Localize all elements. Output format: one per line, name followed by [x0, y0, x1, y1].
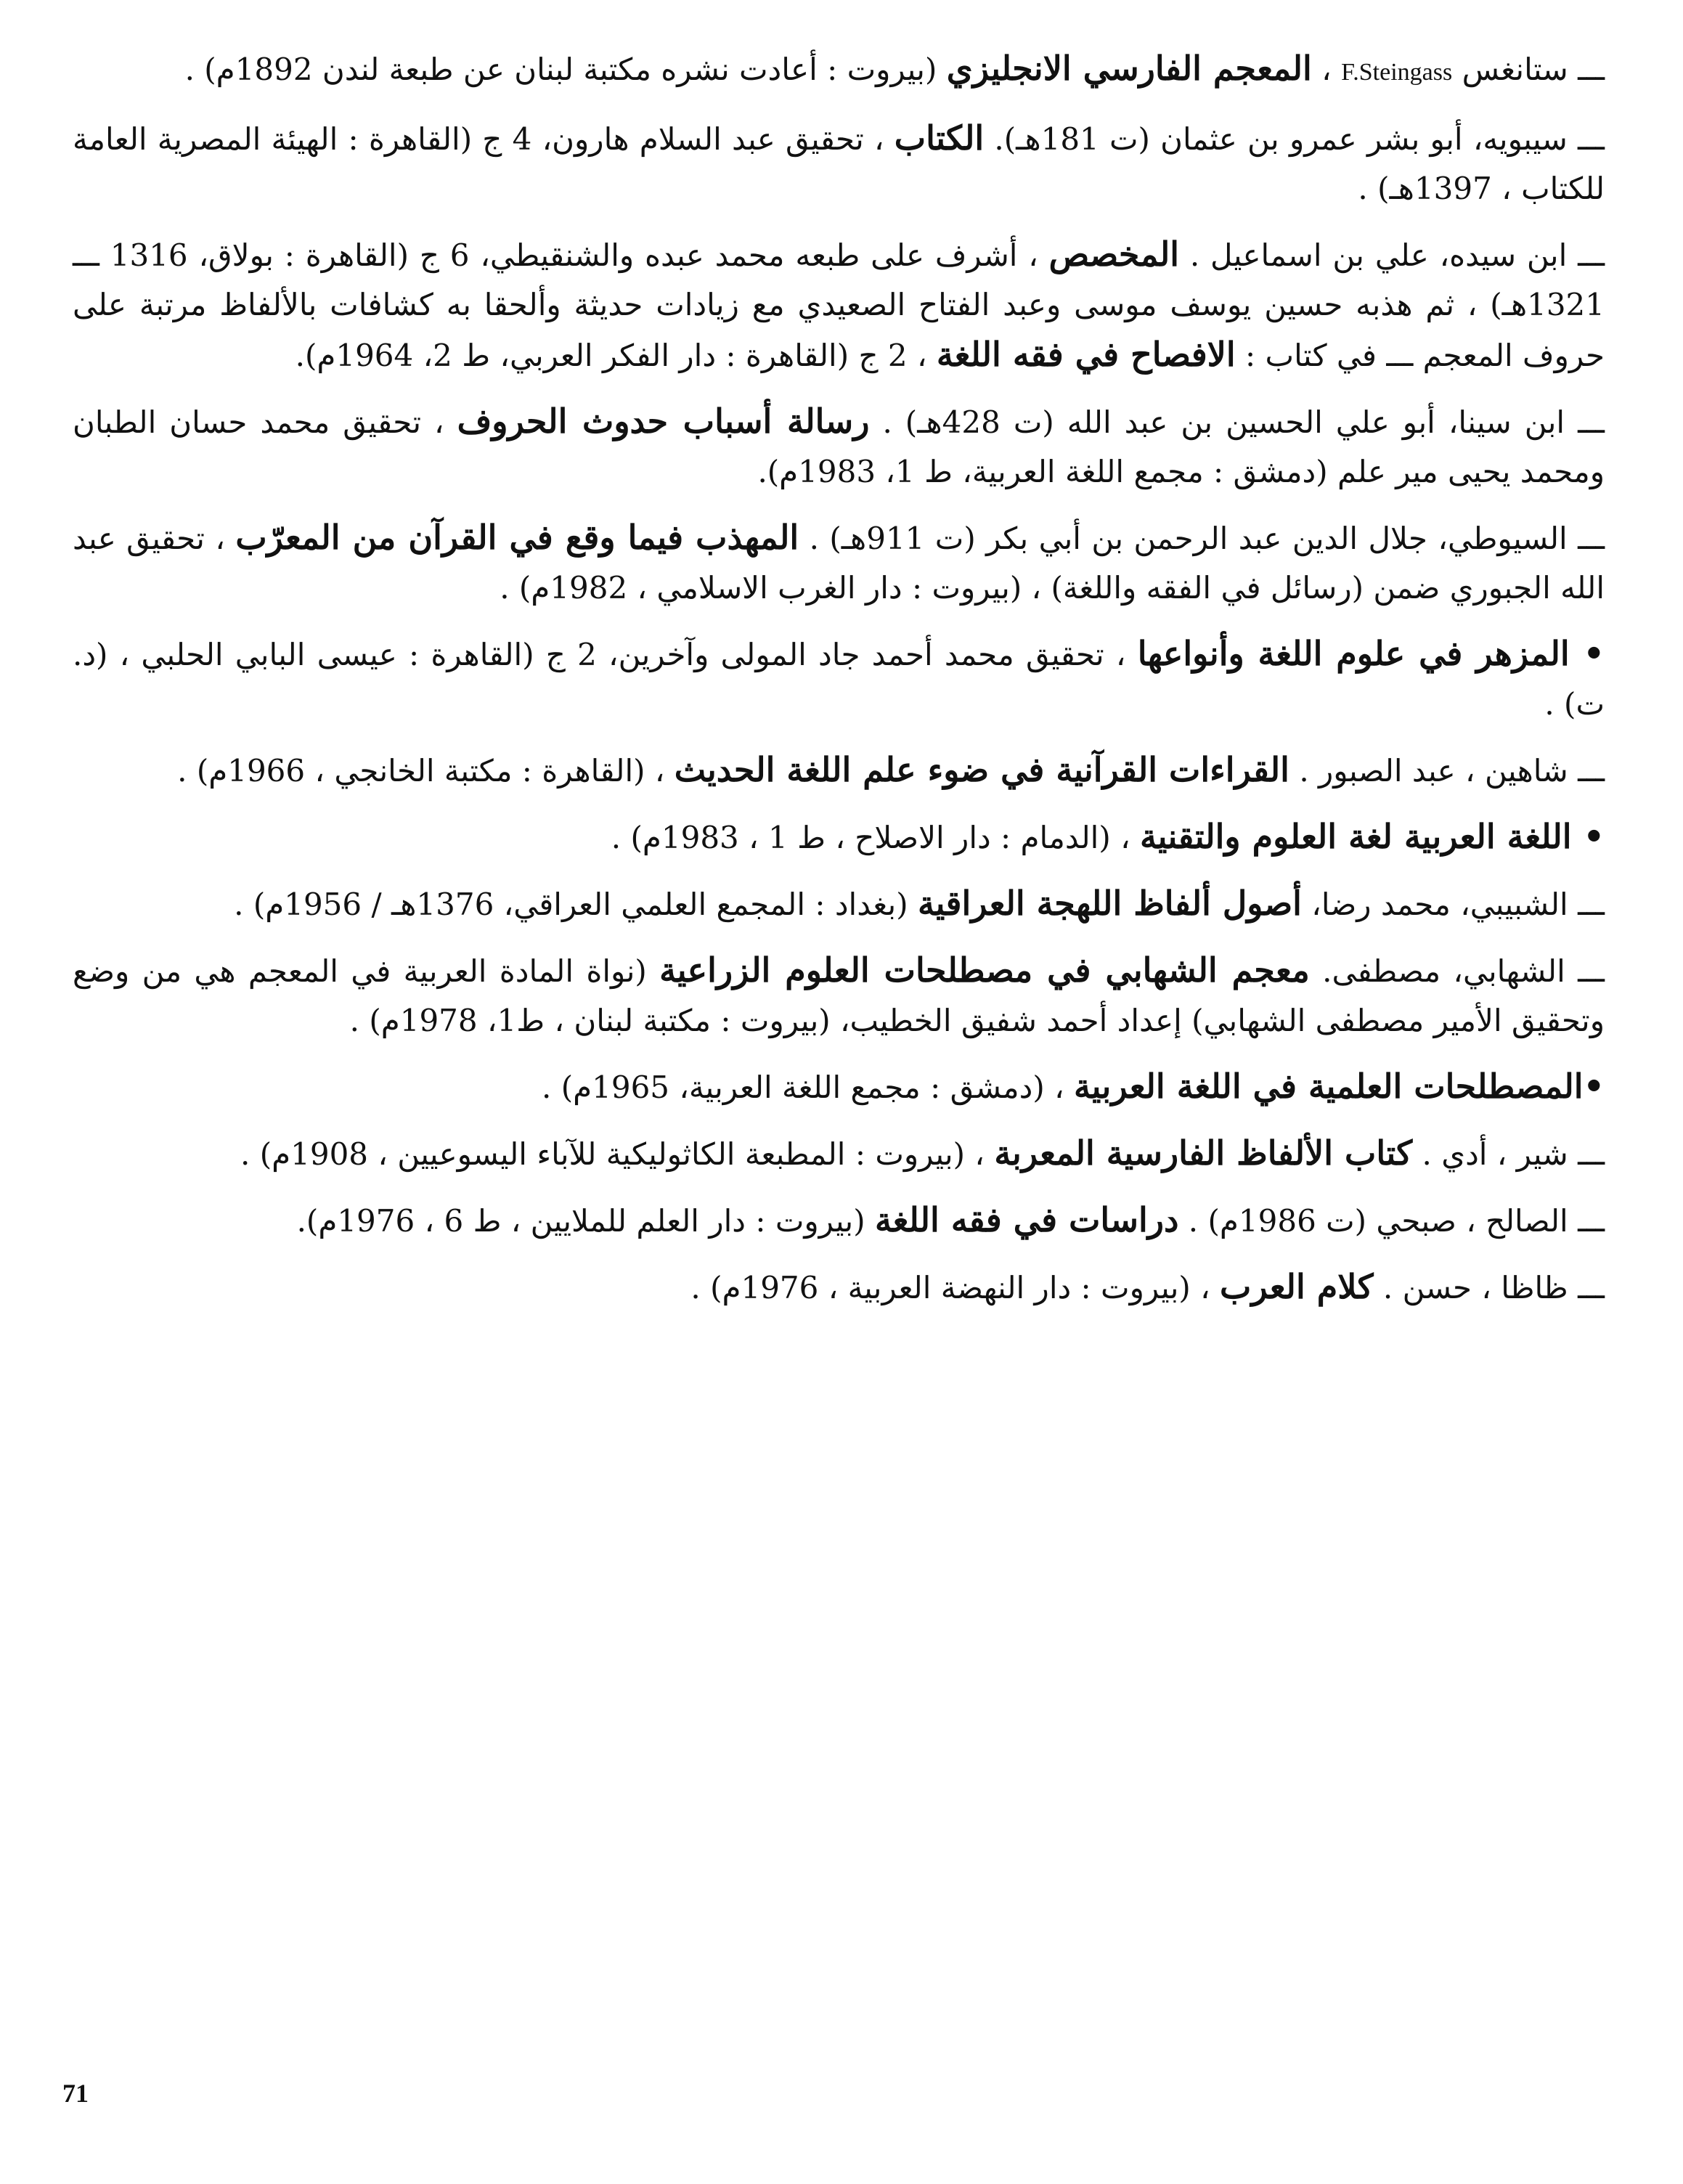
bibliography-entry-suyuti-muhadhdhab: ـــ السيوطي، جلال الدين عبد الرحمن بن أبي بكر (ت 911هـ) . المهذب فيما وقع في القرآن من المعرّب ، تحقيق عبد الله الجبوري ضمن (رسائل في الفقه واللغة) ، (بيروت : دار الغرب الاسلامي ، 1982م) . — [73, 518, 1605, 606]
book-title: المعجم الفارسي الانجليزي — [946, 49, 1312, 88]
author-latin-name: F.Steingass — [1341, 59, 1453, 86]
bibliography-entry-shabibi: ـــ الشبيبي، محمد رضا، أصول ألفاظ اللهجة العراقية (بغداد : المجمع العلمي العراقي، 1376هـ / 1956م) . — [234, 884, 1605, 923]
bibliography-page — [73, 44, 1605, 2077]
bibliography-entry-salih: ـــ الصالح ، صبحي (ت 1986م) . دراسات في فقه اللغة (بيروت : دار العلم للملايين ، ط 6 ، 1976م). — [296, 1200, 1605, 1239]
bibliography-entry-shahin-qiraat: ـــ شاهين ، عبد الصبور . القراءات القرآنية في ضوء علم اللغة الحديث ، (القاهرة : مكتبة الخانجي ، 1966م) . — [177, 750, 1605, 789]
book-title-secondary: الافصاح في فقه اللغة — [936, 335, 1236, 374]
page-number: 71 — [62, 2079, 89, 2108]
bullet-marker: • — [1569, 634, 1605, 673]
bibliography-entry-suyuti-muzhir: • المزهر في علوم اللغة وأنواعها ، تحقيق محمد أحمد جاد المولى وآخرين، 2 ج (القاهرة : عيسى البابي الحلبي ، (د. ت) . — [73, 634, 1605, 722]
bibliography-entry-shihabi-mustalahat: •المصطلحات العلمية في اللغة العربية ، (دمشق : مجمع اللغة العربية، 1965م) . — [542, 1067, 1605, 1106]
bibliography-entry-shihabi-mujam: ـــ الشهابي، مصطفى. معجم الشهابي في مصطلحات العلوم الزراعية (نواة المادة العربية في المعجم هي من وضع وتحقيق الأمير مصطفى الشهابي) إعداد أحمد شفيق الخطيب، (بيروت : مكتبة لبنان ، ط1، 1978م) . — [73, 950, 1605, 1038]
book-title: رسالة أسباب حدوث الحروف — [457, 402, 870, 441]
bibliography-entry-shir: ـــ شير ، أدي . كتاب الألفاظ الفارسية المعربة ، (بيروت : المطبعة الكاثوليكية للآباء اليسوعيين ، 1908م) . — [240, 1133, 1605, 1173]
bibliography-entry-ibn-sidah: ـــ ابن سيده، علي بن اسماعيل . المخصص ، أشرف على طبعه محمد عبده والشنقيطي، 6 ج (القاهرة : بولاق، 1316 ـــ 1321هـ) ، ثم هذبه حسين يوسف موسى وعبد الفتاح الصعيدي مع زيادات حديثة وألحقا به كشافات بالألفاظ مرتبة على حروف المعجم ـــ في كتاب : الافصاح في فقه اللغة ، 2 ج (القاهرة : دار الفكر العربي، ط 2، 1964م). — [73, 235, 1605, 374]
book-title: القراءات القرآنية في ضوء علم اللغة الحديث — [674, 750, 1289, 789]
book-title: الكتاب — [894, 118, 985, 158]
book-title: كتاب الألفاظ الفارسية المعربة — [994, 1133, 1413, 1173]
bibliography-entry-steingass: ـــ ستانغس F.Steingass ، المعجم الفارسي الانجليزي (بيروت : أعادت نشره مكتبة لبنان عن طبعة لندن 1892م) . — [184, 49, 1605, 88]
book-title: معجم الشهابي في مصطلحات العلوم الزراعية — [659, 950, 1310, 990]
book-title: المزهر في علوم اللغة وأنواعها — [1137, 634, 1570, 673]
bullet-marker: • — [1571, 817, 1605, 856]
book-title: اللغة العربية لغة العلوم والتقنية — [1140, 817, 1572, 856]
bullet-marker: • — [1583, 1067, 1605, 1106]
bibliography-entry-ibn-sina: ـــ ابن سينا، أبو علي الحسين بن عبد الله (ت 428هـ) . رسالة أسباب حدوث الحروف ، تحقيق محمد حسان الطبان ومحمد يحيى مير علم (دمشق : مجمع اللغة العربية، ط 1، 1983م). — [73, 402, 1605, 489]
book-title: المصطلحات العلمية في اللغة العربية — [1074, 1067, 1584, 1106]
bibliography-entry-shahin-lugha: • اللغة العربية لغة العلوم والتقنية ، (الدمام : دار الاصلاح ، ط 1 ، 1983م) . — [611, 817, 1605, 856]
book-title: المهذب فيما وقع في القرآن من المعرّب — [235, 518, 799, 557]
bibliography-entry-sibawayh: ـــ سيبويه، أبو بشر عمرو بن عثمان (ت 181هـ). الكتاب ، تحقيق عبد السلام هارون، 4 ج (القاهرة : الهيئة المصرية العامة للكتاب ، 1397هـ) . — [73, 118, 1605, 206]
bibliography-entry-zaza: ـــ ظاظا ، حسن . كلام العرب ، (بيروت : دار النهضة العربية ، 1976م) . — [690, 1267, 1605, 1306]
book-title: المخصص — [1048, 235, 1179, 274]
book-title: كلام العرب — [1220, 1267, 1374, 1306]
book-title: أصول ألفاظ اللهجة العراقية — [917, 884, 1302, 923]
book-title: دراسات في فقه اللغة — [874, 1200, 1179, 1239]
